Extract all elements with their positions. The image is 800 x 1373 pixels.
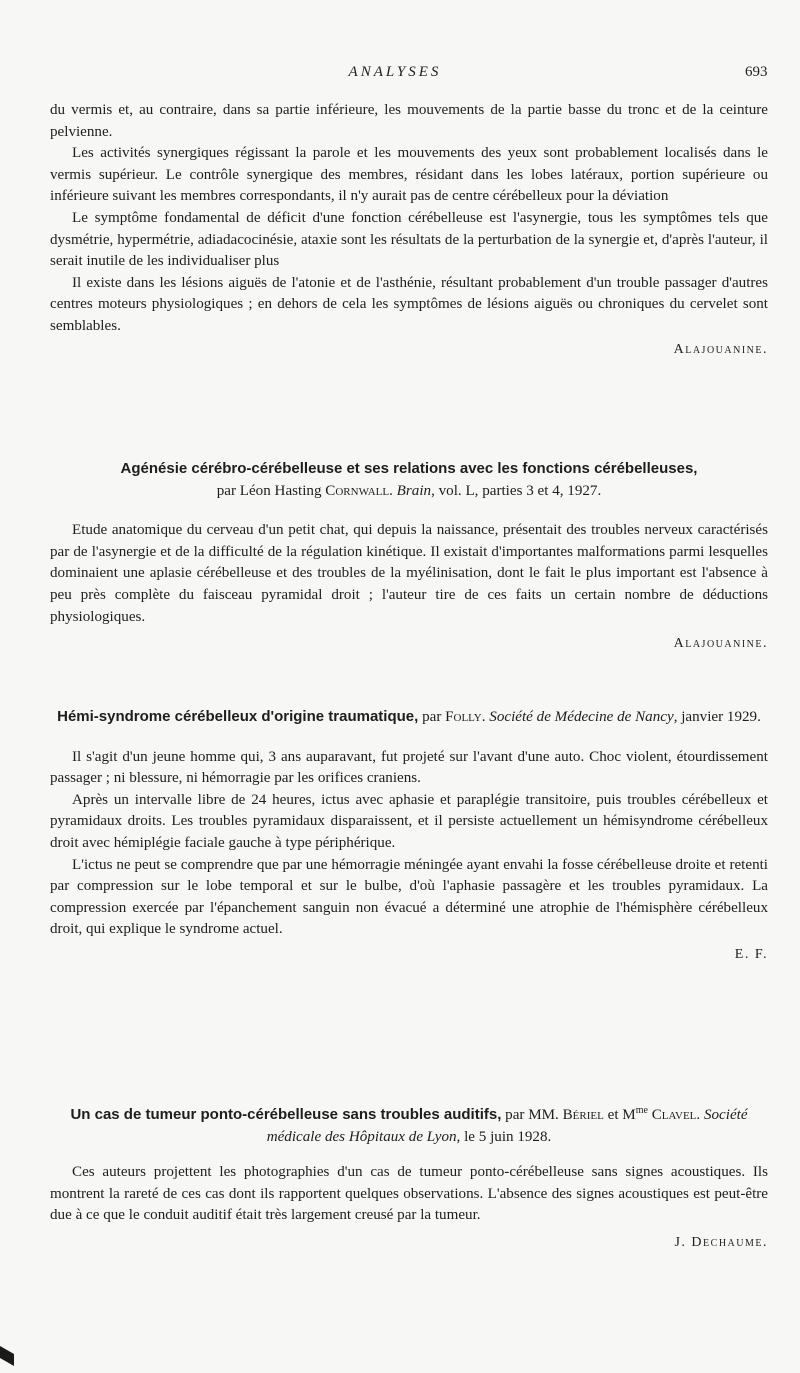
article-2-journal: Société de Médecine de Nancy — [489, 709, 674, 725]
intro-signature: Alajouanine. — [673, 341, 768, 357]
article-1-journal: Brain — [396, 482, 432, 499]
article-1-heading — [50, 458, 768, 502]
article-2-title: Hémi-syndrome cérébelleux d'origine traumatique, — [57, 708, 419, 725]
article-2-author-prefix: par — [418, 709, 446, 725]
page-edge-mark — [0, 1346, 14, 1366]
article-1-body: Etude anatomique du cerveau d'un petit chat, qui depuis la naissance, présentait des troubles nerveux caractérisés par de l'asynergie et de la difficulté de la régulation kinétique. Il existait d'importantes malformations parmi lesquelles dominaient une aplasie cérébelleuse et des troubles de la myélinisation, dont le fait le plus important est l'absence à peu près complète du faisceau pyramidal droit ; l'auteur tire de ces faits un certain nombre de déductions physiologiques. — [50, 522, 768, 625]
page-number: 693 — [745, 64, 768, 80]
article-3-author-mid: et M — [603, 1107, 636, 1124]
article-2 — [50, 706, 768, 965]
article-3-details: , le 5 juin 1928. — [456, 1128, 552, 1145]
article-1-author-prefix: par Léon Hasting — [216, 482, 326, 499]
article-2-paragraph-1: Il s'agit d'un jeune homme qui, 3 ans auparavant, fut projeté sur l'avant d'une auto. Choc violent, étourdissement passager ; ni blessure, ni hémorragie par les orifices craniens. — [50, 748, 768, 787]
intro-paragraph-3: Le symptôme fondamental de déficit d'une fonction cérébelleuse est l'asynergie, tous les symptômes tels que dysmétrie, hypermétrie, adiadacocinésie, ataxie sont les résultats de la perturbation de la synergie et, d'après l'auteur, il serait inutile de les individualiser plus — [50, 209, 768, 270]
article-3-signature: J. Dechaume. — [674, 1235, 768, 1250]
article-1-signature: Alajouanine. — [673, 636, 768, 652]
running-header-title: ANALYSES — [348, 64, 442, 80]
article-3-heading — [50, 1100, 768, 1148]
article-3-body: Ces auteurs projettent les photographies d'un cas de tumeur ponto-cérébelleuse sans signes acoustiques. Ils montrent la rareté de ces cas dont ils rapportent quelques observations. L'absence des signes acoustiques est peut-être due à ce que le conduit auditif était très largement creusé par la tumeur. — [50, 1164, 768, 1224]
article-2-signature: E. F. — [734, 946, 768, 962]
article-1-author: Cornwall — [325, 482, 390, 499]
article-2-author: Folly — [445, 709, 482, 725]
article-2-paragraph-3: L'ictus ne peut se comprendre que par une hémorragie méningée ayant envahi la fosse cérébelleuse droite et retenti par compression sur le lobe temporal et sur le bulbe, d'où l'aphasie passagère et les troubles pyramidaux. La compression exercée par l'épanchement sanguin non évacué a déterminé une atrophie de l'hémisphère cérébelleux droit, qui explique le syndrome actuel. — [50, 856, 768, 938]
article-3-author-sep: . — [696, 1107, 704, 1124]
article-2-paragraph-2: Après un intervalle libre de 24 heures, ictus avec aphasie et paraplégie transitoire, puis troubles cérébelleux et pyramidaux droits. Les troubles pyramidaux disparaissent, et il persiste actuellement un hémisyndrome cérébelleux droit avec hémiplégie faciale gauche à type périphérique. — [50, 791, 768, 851]
article-2-details: , janvier 1929. — [673, 709, 761, 725]
article-3-journal: Société médicale des Hôpitaux de Lyon — [266, 1107, 748, 1145]
article-1 — [50, 458, 768, 654]
article-1-details: , vol. L, parties 3 et 4, 1927. — [431, 482, 602, 499]
article-1-title: Agénésie cérébro-cérébelleuse et ses relations avec les fonctions cérébelleuses, — [120, 460, 698, 477]
article-3-author-prefix: par MM. — [501, 1107, 563, 1124]
article-1-author-sep: . — [389, 482, 397, 499]
article-3-author-1: Bériel — [562, 1107, 604, 1124]
article-3-author-2: Clavel — [647, 1107, 697, 1124]
intro-paragraph-2: Les activités synergiques régissant la parole et les mouvements des yeux sont probablement localisés dans le vermis supérieur. Le contrôle synergique des membres, résidant dans les lobes latéraux, portion supérieure ou inférieure suivant les membres correspondants, il n'y aurait pas de centre cérébelleux pour la déviation — [50, 145, 768, 205]
article-3-author-sup: me — [635, 1105, 648, 1116]
article-2-heading — [50, 706, 768, 729]
intro-paragraph-4: Il existe dans les lésions aiguës de l'atonie et de l'asthénie, résultant probablement d'un trouble passager d'autres centres moteurs physiologiques ; en dehors de cela les symptômes de lésions aiguës ou chroniques du cervelet sont semblables. — [50, 274, 768, 334]
article-3-title: Un cas de tumeur ponto-cérébelleuse sans troubles auditifs, — [70, 1106, 502, 1124]
intro-paragraph-1: du vermis et, au contraire, dans sa partie inférieure, les mouvements de la partie basse du tronc et de la ceinture pelvienne. — [50, 102, 768, 140]
intro-section — [50, 100, 768, 360]
article-2-author-sep: . — [481, 709, 490, 725]
article-3 — [50, 1100, 768, 1253]
